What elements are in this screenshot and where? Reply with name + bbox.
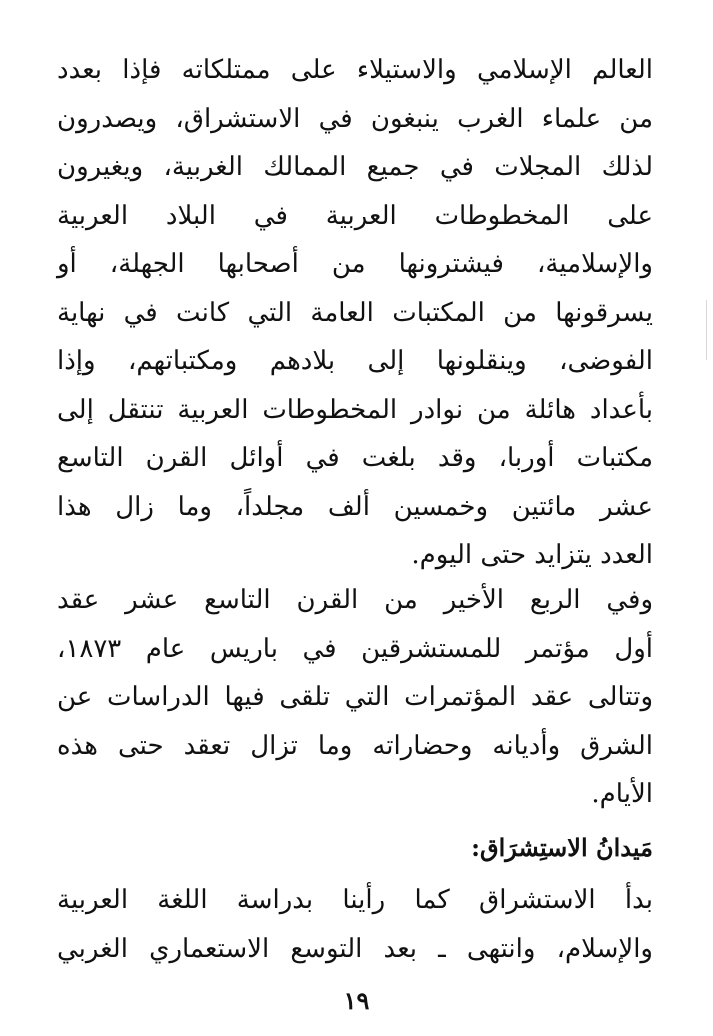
text-line: والإسلامية، فيشترونها من أصحابها الجهلة، أو: [57, 249, 653, 279]
paragraph-orientalist-manuscripts: [57, 46, 653, 580]
text-line: والإسلام، وانتهى ـ بعد التوسع الاستعماري الغربي: [57, 933, 653, 964]
text-line: على المخطوطات العربية في البلاد العربية: [57, 200, 653, 231]
text-line: أول مؤتمر للمستشرقين في باريس عام ١٨٧٣،: [57, 633, 653, 664]
text-line: بأعداد هائلة من نوادر المخطوطات العربية تنتقل إلى: [57, 394, 653, 425]
text-line: وفي الربع الأخير من القرن التاسع عشر عقد: [57, 585, 653, 615]
text-line: مكتبات أوربا، وقد بلغت في أوائل القرن التاسع: [57, 443, 653, 473]
paragraph-orientalist-conferences: [57, 576, 653, 819]
text-line: بدأ الاستشراق كما رأينا بدراسة اللغة العربية: [57, 885, 653, 915]
paragraph-orientalism-field: [57, 876, 653, 973]
text-line: وتتالى عقد المؤتمرات التي تلقى فيها الدراسات عن: [57, 682, 653, 712]
text-line: الأيام.: [591, 779, 653, 809]
section-heading: مَيدانُ الاستِشرَاق:: [471, 833, 653, 862]
text-line: يسرقونها من المكتبات العامة التي كانت في نهاية: [57, 297, 653, 328]
page-number: ١٩: [343, 986, 370, 1015]
scan-edge-mark: [706, 300, 707, 360]
text-line: العدد يتزايد حتى اليوم.: [411, 540, 653, 570]
text-line: من علماء الغرب ينبغون في الاستشراق، ويصدرون: [57, 103, 653, 134]
text-line: لذلك المجلات في جميع الممالك الغربية، ويغيرون: [57, 152, 653, 182]
text-line: العالم الإسلامي والاستيلاء على ممتلكاته فإذا بعدد: [57, 55, 653, 85]
text-line: الشرق وأديانه وحضاراته وما تزال تعقد حتى هذه: [57, 730, 653, 761]
text-line: عشر مائتين وخمسين ألف مجلداً، وما زال هذا: [57, 491, 653, 522]
text-line: الفوضى، وينقلونها إلى بلادهم ومكتباتهم، وإذا: [57, 346, 653, 376]
